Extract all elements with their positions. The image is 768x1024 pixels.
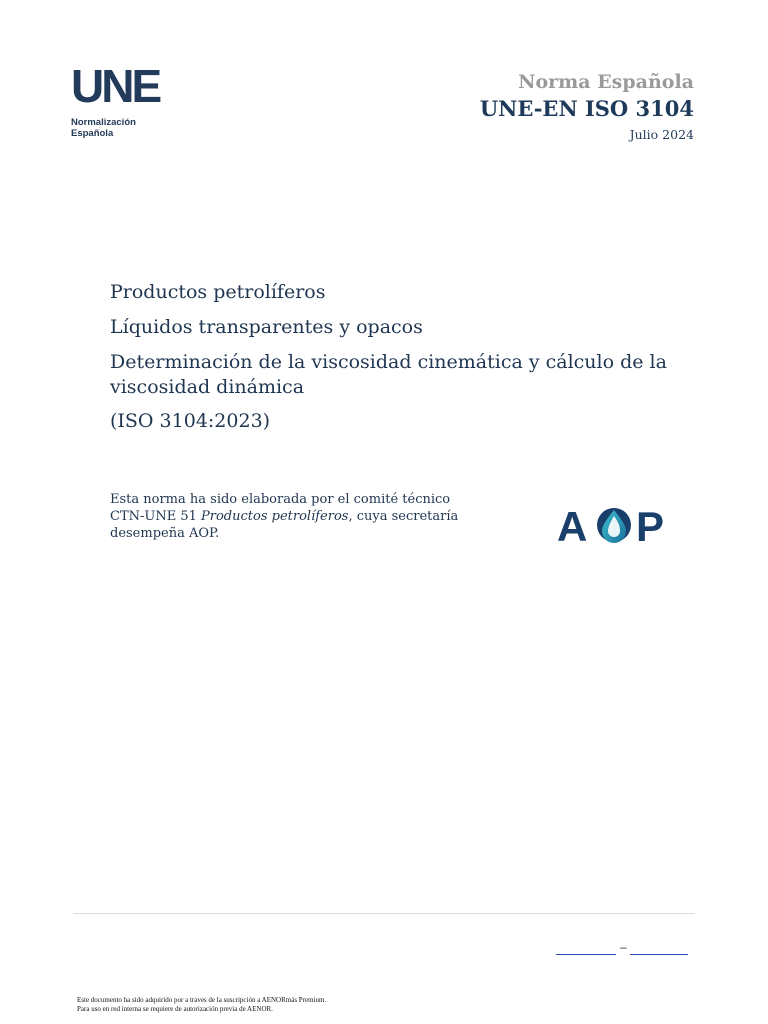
standard-code: UNE-EN ISO 3104: [479, 96, 694, 121]
aop-logo-letter-a: A: [557, 503, 588, 548]
footer-link-separator: –: [620, 940, 627, 954]
une-logo-subtitle-line1: Normalización: [71, 117, 136, 128]
committee-statement: [110, 491, 470, 542]
une-logo-subtitle: [71, 117, 191, 139]
aop-logo-letter-p: P: [636, 503, 665, 548]
title-line-iso-reference: (ISO 3104:2023): [110, 410, 271, 432]
title-line-determination-part1: Determinación de la viscosidad cinemática y cálculo de la: [110, 351, 667, 373]
license-note-line1: Este documento ha sido adquirido por a traves de la suscripción a AENORmás Premium.: [77, 996, 327, 1004]
footer-link-1[interactable]: [556, 940, 616, 955]
committee-code: CTN-UNE 51: [110, 509, 202, 524]
license-note: [77, 996, 326, 1013]
title-line-determination: [110, 350, 700, 400]
committee-line2-suffix: , cuya secretaría: [348, 509, 459, 524]
committee-name: Productos petrolíferos: [201, 509, 349, 524]
footer-link-2[interactable]: [630, 940, 688, 955]
publication-date: Julio 2024: [629, 127, 694, 142]
title-line-product: Productos petrolíferos: [110, 281, 326, 303]
title-line-liquids: Líquidos transparentes y opacos: [110, 316, 423, 338]
committee-line2: [110, 508, 470, 525]
une-logo-wordmark: UNE: [71, 60, 160, 112]
une-logo-subtitle-line2: Española: [71, 128, 114, 139]
document-title: [110, 280, 700, 444]
license-note-line2: Para uso en red interna se requiere de autorización previa de AENOR.: [77, 1004, 273, 1013]
title-line-determination-part2: viscosidad dinámica: [110, 376, 305, 398]
footer-divider: [73, 913, 695, 914]
aop-logo: [556, 500, 671, 548]
footer-links: [556, 940, 691, 956]
document-kind: Norma Española: [518, 71, 694, 93]
aop-drop-icon: [597, 508, 631, 543]
document-header: [480, 70, 694, 144]
committee-line3: desempeña AOP.: [110, 526, 220, 541]
une-logo: [71, 60, 191, 139]
committee-line1: Esta norma ha sido elaborada por el comité técnico: [110, 492, 451, 507]
